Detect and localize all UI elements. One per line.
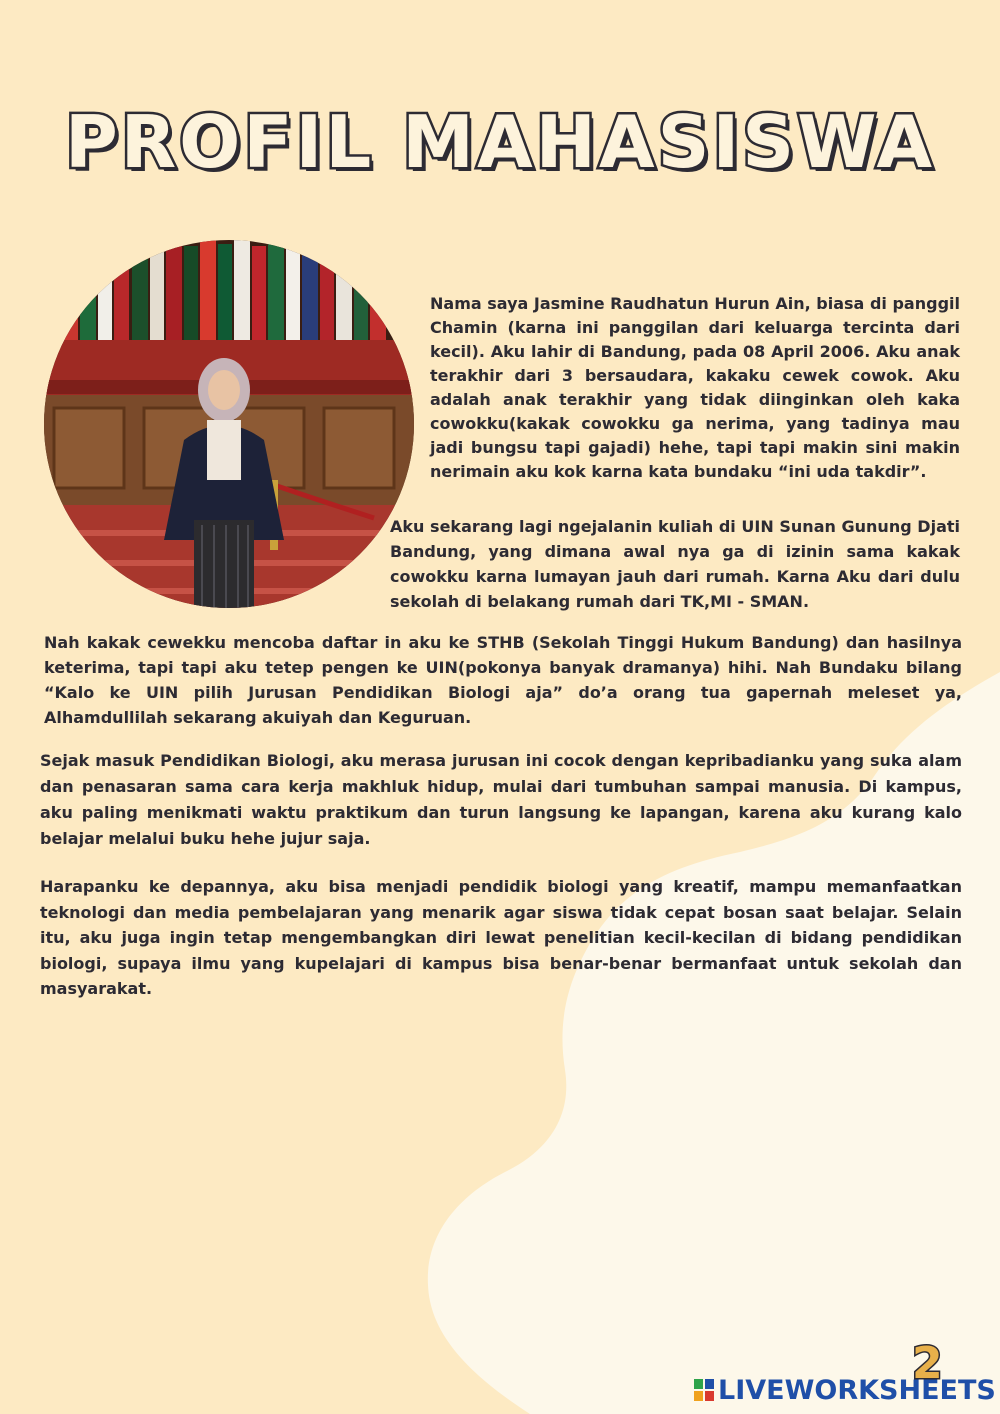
page-title: PROFIL MAHASISWA — [64, 100, 936, 184]
paragraph-kuliah: Aku sekarang lagi ngejalanin kuliah di UIN Sunan Gunung Djati Bandung, yang dimana awal nya ga di izinin sama kakak cowokku karna lumayan jauh dari rumah. Karna Aku dari dulu sekolah di belakang rumah dari TK,MI - SMAN. — [390, 517, 960, 611]
paragraph-biologi: Sejak masuk Pendidikan Biologi, aku merasa jurusan ini cocok dengan kepribadianku yang suka alam dan penasaran sama cara kerja makhluk hidup, mulai dari tumbuhan sampai manusia. Di kampus, aku paling menikmati waktu praktikum dan turun langsung ke lapangan, karena aku kurang kalo belajar melalui buku hehe jujur saja. — [40, 751, 962, 848]
paragraph-harapan: Harapanku ke depannya, aku bisa menjadi pendidik biologi yang kreatif, mampu memanfaatkan teknologi dan media pembelajaran yang menarik agar siswa tidak cepat bosan saat belajar. Selain itu, aku juga ingin tetap mengembangkan diri lewat penelitian kecil-kecilan di bidang pendidikan biologi, supaya ilmu yang kupelajari di kampus bisa benar-benar bermanfaat untuk sekolah dan masyarakat. — [40, 877, 962, 998]
liveworksheets-logo-icon — [694, 1379, 714, 1401]
watermark-text: LIVEWORKSHEETS — [718, 1374, 996, 1406]
paragraph-intro: Nama saya Jasmine Raudhatun Hurun Ain, biasa di panggil Chamin (karna ini panggilan dari keluarga tercinta dari kecil). Aku lahir di Bandung, pada 08 April 2006. Aku anak terakhir dari 3 bersaudara, kakaku cewek cowok. Aku adalah anak terakhir yang tidak diinginkan oleh kaka cowokku(kakak cowokku ga nerima, yang tadinya mau jadi bungsu tapi gajadi) hehe, tapi tapi makin sini makin nerimain aku kok karna kata bundaku “ini uda takdir”. — [430, 294, 960, 481]
profile-photo — [44, 240, 414, 608]
watermark[interactable] — [694, 1372, 996, 1408]
paragraph-sthb: Nah kakak cewekku mencoba daftar in aku ke STHB (Sekolah Tinggi Hukum Bandung) dan hasilnya keterima, tapi tapi aku tetep pengen ke UIN(pokonya banyak dramanya) hihi. Nah Bundaku bilang “Kalo ke UIN pilih Jurusan Pendidikan Biologi aja” do’a orang tua gapernah meleset ya, Alhamdullilah sekarang akuiyah dan Keguruan. — [44, 633, 962, 727]
page-number: 2 — [912, 1338, 943, 1389]
